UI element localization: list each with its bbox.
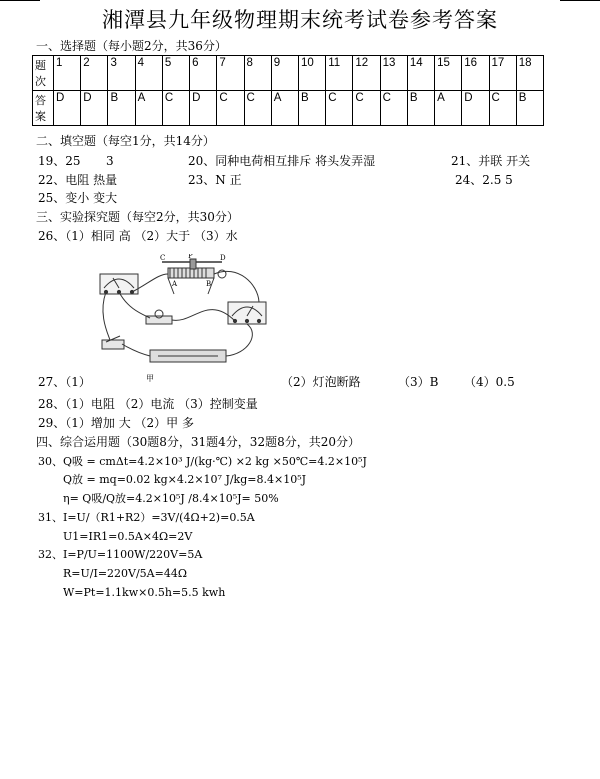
- section-2-heading: 二、填空题（每空1分，共14分）: [36, 134, 215, 148]
- answer-28: 28、（1）电阻 （2）电流 （3）控制变量: [38, 397, 258, 411]
- question-number-cell: 15: [435, 56, 462, 91]
- answer-table: [32, 55, 544, 126]
- question-number-cell: 5: [162, 56, 189, 91]
- voltmeter-icon: [228, 302, 266, 324]
- answer-cell: D: [462, 91, 489, 126]
- answer-cell: C: [489, 91, 516, 126]
- answer-24: 24、2.5 5: [455, 173, 513, 187]
- answer-30-line3: η= Q吸/Q放=4.2×10⁵J /8.4×10⁵J= 50%: [63, 492, 279, 505]
- answer-19-b: 3: [106, 154, 114, 168]
- answer-22: 22、电阻 热量: [38, 173, 118, 187]
- answer-29: 29、（1）增加 大 （2）甲 多: [38, 416, 194, 430]
- question-number-cell: 2: [81, 56, 108, 91]
- section-4-heading: 四、综合运用题（30题8分，31题4分，32题8分，共20分）: [36, 435, 360, 449]
- question-number-cell: 16: [462, 56, 489, 91]
- answer-32-line2: R=U/I=220V/5A=44Ω: [63, 567, 187, 580]
- question-number-cell: 10: [298, 56, 325, 91]
- switch-icon: [102, 336, 124, 349]
- answer-30-line1: 30、Q吸 = cmΔt=4.2×10³ J/(kg·℃) ×2 kg ×50℃=4.2×10⁵J: [38, 455, 367, 468]
- section-1-heading: 一、选择题（每小题2分，共36分）: [36, 39, 227, 53]
- answer-27-3: （3）B: [398, 375, 439, 389]
- question-number-cell: 6: [190, 56, 217, 91]
- answer-30-line2: Q放 = mq=0.02 kg×4.2×10⁷ J/kg=8.4×10⁵J: [63, 473, 307, 486]
- answer-cell: C: [217, 91, 244, 126]
- table-row: [33, 56, 544, 91]
- top-rule-right: [560, 0, 600, 1]
- question-number-cell: 3: [108, 56, 135, 91]
- answer-cell: D: [81, 91, 108, 126]
- answer-cell: C: [162, 91, 189, 126]
- top-rule-left: [0, 0, 40, 1]
- ammeter-icon: [100, 274, 138, 294]
- label-char: 题: [35, 59, 46, 72]
- answer-cell: D: [54, 91, 81, 126]
- answer-cell: A: [271, 91, 298, 126]
- answer-cell: B: [298, 91, 325, 126]
- lamp-icon: [146, 310, 172, 324]
- answer-cell: C: [244, 91, 271, 126]
- row-label-number: [33, 56, 54, 91]
- answer-19: 19、25: [38, 154, 81, 168]
- question-number-cell: 11: [326, 56, 353, 91]
- answer-cell: B: [407, 91, 434, 126]
- circuit-figure: [98, 254, 274, 372]
- answer-21: 21、并联 开关: [451, 154, 531, 168]
- answer-cell: D: [190, 91, 217, 126]
- answer-27-1: 27、（1）: [38, 375, 91, 389]
- battery-icon: [150, 350, 226, 362]
- answer-cell: C: [353, 91, 380, 126]
- answer-cell: A: [135, 91, 162, 126]
- answer-32-line3: W=Pt=1.1kw×0.5h=5.5 kwh: [63, 586, 226, 599]
- section-3-heading: 三、实验探究题（每空2分，共30分）: [36, 210, 239, 224]
- answer-32-line1: 32、I=P/U=1100W/220V=5A: [38, 548, 203, 561]
- question-number-cell: 7: [217, 56, 244, 91]
- label-char: 答: [35, 94, 46, 107]
- label-char: 次: [35, 75, 46, 88]
- answer-cell: B: [108, 91, 135, 126]
- answer-25: 25、变小 变大: [38, 191, 118, 205]
- answer-cell: C: [326, 91, 353, 126]
- label-b: B: [206, 280, 212, 288]
- label-c: C: [160, 254, 166, 262]
- question-number-cell: 18: [516, 56, 543, 91]
- question-number-cell: 13: [380, 56, 407, 91]
- label-d: D: [220, 254, 226, 262]
- answer-cell: C: [380, 91, 407, 126]
- answer-cell: A: [435, 91, 462, 126]
- question-number-cell: 12: [353, 56, 380, 91]
- rheostat-icon: [162, 259, 226, 294]
- row-label-answer: [33, 91, 54, 126]
- figure-caption: 甲: [146, 374, 154, 383]
- answer-27-2: （2）灯泡断路: [281, 375, 361, 389]
- question-number-cell: 14: [407, 56, 434, 91]
- label-p: P: [188, 254, 193, 260]
- answer-23: 23、N 正: [188, 173, 242, 187]
- question-number-cell: 17: [489, 56, 516, 91]
- answer-cell: B: [516, 91, 543, 126]
- question-number-cell: 1: [54, 56, 81, 91]
- answer-31-line1: 31、I=U/（R1+R2）=3V/(4Ω+2)=0.5A: [38, 511, 255, 524]
- answer-31-line2: U1=IR1=0.5A×4Ω=2V: [63, 530, 193, 543]
- answer-27-4: （4）0.5: [464, 375, 515, 389]
- table-row: [33, 91, 544, 126]
- page-title: 湘潭县九年级物理期末统考试卷参考答案: [102, 8, 498, 32]
- label-char: 案: [35, 110, 46, 123]
- question-number-cell: 8: [244, 56, 271, 91]
- answer-26: 26、（1）相同 高 （2）大于 （3）水: [38, 229, 238, 243]
- question-number-cell: 9: [271, 56, 298, 91]
- answer-20: 20、同种电荷相互排斥 将头发弄湿: [188, 154, 376, 168]
- label-a: A: [172, 280, 178, 288]
- question-number-cell: 4: [135, 56, 162, 91]
